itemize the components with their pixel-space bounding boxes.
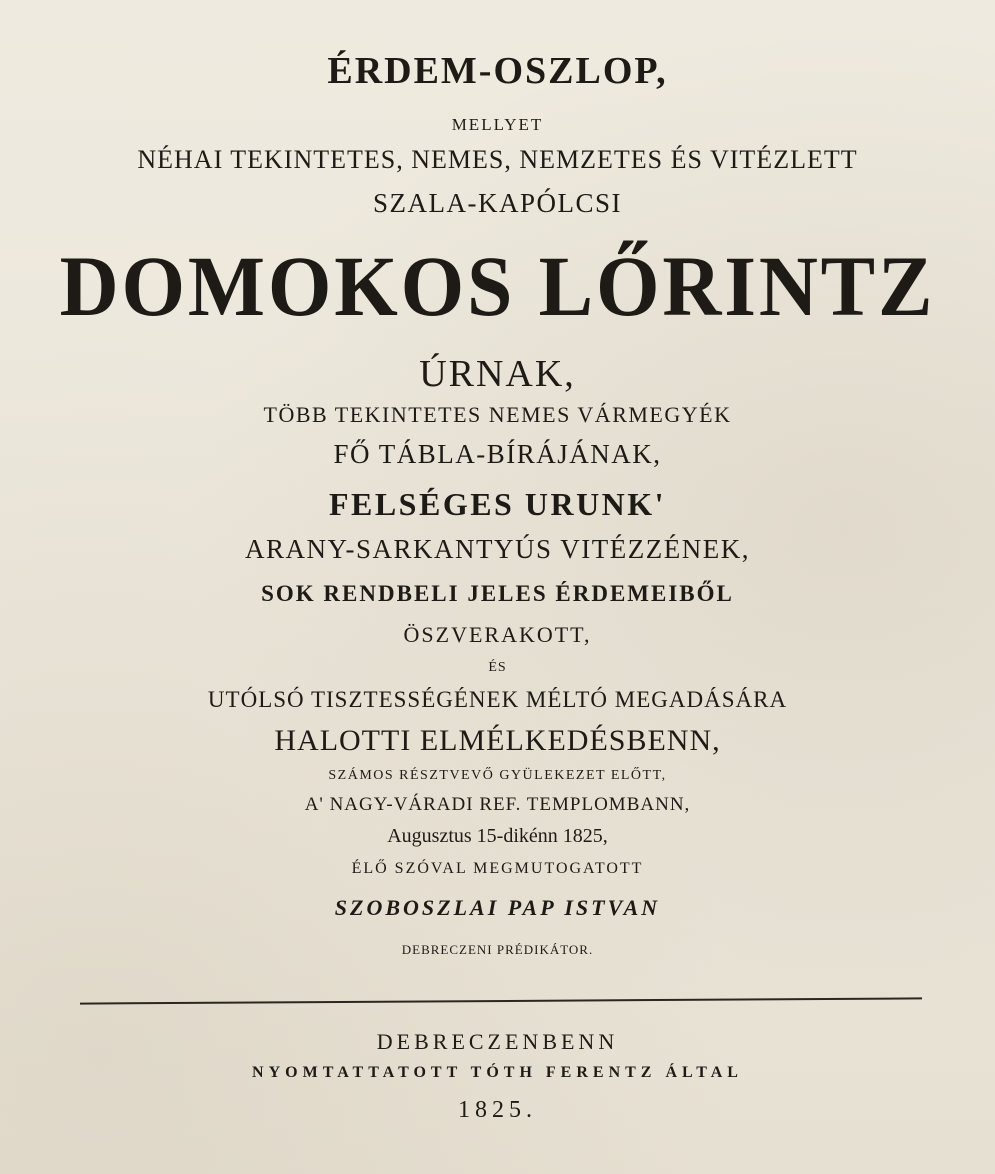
imprint-printer: NYOMTATTATOTT TÓTH FERENTZ ÁLTAL [252,1064,743,1081]
imprint-place: DEBRECZENBENN [376,1029,619,1054]
line-mellyet: MELLYET [451,115,544,134]
divider-rule [80,997,922,1004]
author-role: DEBRECZENI PRÉDIKÁTOR. [401,942,594,957]
book-title: ÉRDEM-OSZLOP, [327,50,668,92]
line-fo-tabla: FŐ TÁBLA-BÍRÁJÁNAK, [333,439,662,469]
imprint-year: 1825. [458,1097,537,1123]
line-sok-rendbeli: SOK RENDBELI JELES ÉRDEMEIBŐL [261,581,734,606]
line-oszverakott: ÖSZVERAKOTT, [403,622,592,647]
line-felseges-urunk: FELSÉGES URUNK' [328,486,667,522]
line-halotti: HALOTTI ELMÉLKEDÉSBENN, [274,724,721,757]
author-name: SZOBOSZLAI PAP ISTVAN [334,895,661,920]
line-templom: A' NAGY-VÁRADI REF. TEMPLOMBANN, [304,794,691,815]
line-nehai: NÉHAI TEKINTETES, NEMES, NEMZETES ÉS VITÉZLETT [137,145,858,174]
line-szala-kapolcsi: SZALA-KAPÓLCSI [372,188,622,218]
line-arany-sarkantyus: ARANY-SARKANTYÚS VITÉZZÉNEK, [245,534,750,564]
line-szamos: SZÁMOS RÉSZTVEVŐ GYÜLEKEZET ELŐTT, [328,768,667,783]
line-utolso: UTÓLSÓ TISZTESSÉGÉNEK MÉLTÓ MEGADÁSÁRA [207,687,788,712]
line-tobb-tekintetes: TÖBB TEKINTETES NEMES VÁRMEGYÉK [263,402,732,427]
line-urnak: ÚRNAK, [419,353,576,395]
line-es: ÉS [488,660,507,675]
line-date: Augusztus 15-dikénn 1825, [387,825,608,847]
line-elo-szoval: ÉLŐ SZÓVAL MEGMUTOGATOTT [351,860,644,877]
subject-name: DOMOKOS LŐRINTZ [59,238,936,334]
